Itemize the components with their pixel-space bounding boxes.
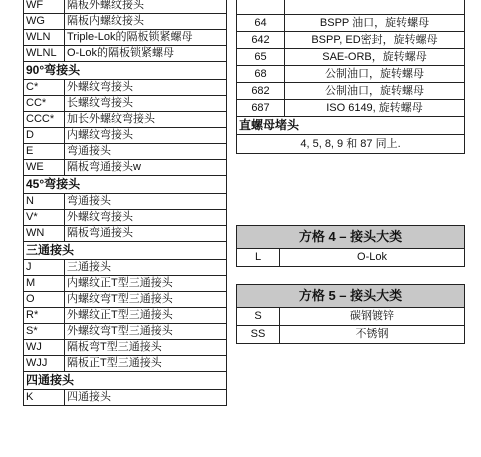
desc-cell: 三通接头: [65, 260, 227, 276]
code-cell: S: [237, 308, 280, 326]
table-row: [237, 32, 465, 49]
desc-cell: 外螺纹正T型三通接头: [65, 308, 227, 324]
desc-cell: BSPP, ED密封，旋转螺母: [285, 32, 465, 49]
code-cell: V*: [24, 210, 65, 226]
code-cell: K: [24, 390, 65, 406]
fitting-type-table: [23, 0, 227, 406]
port-end-table: [236, 0, 465, 154]
desc-cell: 隔板外螺纹接头: [65, 0, 227, 14]
table-row: [237, 100, 465, 117]
table-row: [24, 276, 227, 292]
code-cell: L: [237, 249, 280, 267]
section-header-row: [237, 117, 465, 135]
code-cell: CCC*: [24, 112, 65, 128]
table-row: [24, 356, 227, 372]
table-row: [237, 83, 465, 100]
desc-cell: 公制油口，旋转螺母: [285, 83, 465, 100]
table-row: [24, 340, 227, 356]
table-row: [24, 96, 227, 112]
desc-cell: BSPP 油口，旋转螺母: [285, 15, 465, 32]
table-row: [24, 260, 227, 276]
desc-cell: ISO 6149, 旋转螺母: [285, 100, 465, 117]
desc-cell: SAE-ORB，旋转螺母: [285, 49, 465, 66]
desc-cell: 内螺纹弯T型三通接头: [65, 292, 227, 308]
code-cell: N: [24, 194, 65, 210]
desc-cell: 公制油口，旋转螺母: [285, 66, 465, 83]
code-cell: S*: [24, 324, 65, 340]
section-header-row: [24, 372, 227, 390]
section-header-row: [24, 242, 227, 260]
code-cell: M: [24, 276, 65, 292]
note-text: 4, 5, 8, 9 和 87 同上.: [237, 135, 465, 154]
code-cell: E: [24, 144, 65, 160]
desc-cell: 长螺纹弯接头: [65, 96, 227, 112]
desc-cell: 隔板弯T型三通接头: [65, 340, 227, 356]
code-cell: 64: [237, 15, 285, 32]
desc-cell: 隔板正T型三通接头: [65, 356, 227, 372]
table-row: [237, 49, 465, 66]
code-cell: 68: [237, 66, 285, 83]
desc-cell: 加长外螺纹弯接头: [65, 112, 227, 128]
desc-cell: 隔板弯通接头w: [65, 160, 227, 176]
table-row: [237, 0, 465, 15]
desc-cell: 弯通接头: [65, 144, 227, 160]
table-row: [237, 66, 465, 83]
desc-cell: 隔板内螺纹接头: [65, 14, 227, 30]
code-cell: WLN: [24, 30, 65, 46]
desc-cell: 四通接头: [65, 390, 227, 406]
spec-box-5-title: 方格 5 – 接头大类: [237, 285, 465, 308]
desc-cell: 外螺纹弯接头: [65, 210, 227, 226]
code-cell: CC*: [24, 96, 65, 112]
code-cell: 687: [237, 100, 285, 117]
table-row: [237, 326, 465, 344]
table-row: [24, 14, 227, 30]
table-row: [24, 194, 227, 210]
note-row: [237, 135, 465, 154]
table-row: [24, 210, 227, 226]
code-cell: WN: [24, 226, 65, 242]
spec-box-5: [236, 284, 465, 344]
section-title-tee: 三通接头: [24, 242, 227, 260]
table-row: [24, 112, 227, 128]
table-row: [24, 30, 227, 46]
code-cell: [237, 0, 285, 15]
desc-cell: 弯通接头: [65, 194, 227, 210]
code-cell: 642: [237, 32, 285, 49]
code-cell: O: [24, 292, 65, 308]
code-cell: 65: [237, 49, 285, 66]
table-row: [24, 144, 227, 160]
desc-cell: 外螺纹弯T型三通接头: [65, 324, 227, 340]
code-cell: WE: [24, 160, 65, 176]
table-row: [24, 46, 227, 62]
code-cell: WJ: [24, 340, 65, 356]
code-cell: WF: [24, 0, 65, 14]
code-cell: 682: [237, 83, 285, 100]
table-row: [24, 324, 227, 340]
section-header-row: [24, 62, 227, 80]
table-row: [237, 308, 465, 326]
desc-cell: 碳钢镀锌: [280, 308, 465, 326]
spec-box-4-title: 方格 4 – 接头大类: [237, 226, 465, 249]
table-row: [24, 390, 227, 406]
table-row: [24, 292, 227, 308]
code-cell: WG: [24, 14, 65, 30]
desc-cell: 隔板弯通接头: [65, 226, 227, 242]
section-title-cross: 四通接头: [24, 372, 227, 390]
table-row: [24, 308, 227, 324]
desc-cell: 外螺纹弯接头: [65, 80, 227, 96]
table-row: [237, 249, 465, 267]
table-row: [24, 160, 227, 176]
section-header-row: [24, 176, 227, 194]
section-title-45: 45°弯接头: [24, 176, 227, 194]
table-row: [24, 0, 227, 14]
desc-cell: [285, 0, 465, 15]
table-row: [24, 128, 227, 144]
code-cell: WLNL: [24, 46, 65, 62]
table-row: [24, 80, 227, 96]
code-cell: SS: [237, 326, 280, 344]
desc-cell: 不锈钢: [280, 326, 465, 344]
code-cell: R*: [24, 308, 65, 324]
table-row: [237, 15, 465, 32]
code-cell: C*: [24, 80, 65, 96]
code-cell: J: [24, 260, 65, 276]
spec-box-4: [236, 225, 465, 267]
code-cell: WJJ: [24, 356, 65, 372]
section-title-90: 90°弯接头: [24, 62, 227, 80]
code-cell: D: [24, 128, 65, 144]
section-title-plug: 直螺母堵头: [237, 117, 465, 135]
desc-cell: 内螺纹正T型三通接头: [65, 276, 227, 292]
desc-cell: 内螺纹弯接头: [65, 128, 227, 144]
desc-cell: Triple-Lok的隔板锁紧螺母: [65, 30, 227, 46]
desc-cell: O-Lok: [280, 249, 465, 267]
desc-cell: O-Lok的隔板锁紧螺母: [65, 46, 227, 62]
table-row: [24, 226, 227, 242]
